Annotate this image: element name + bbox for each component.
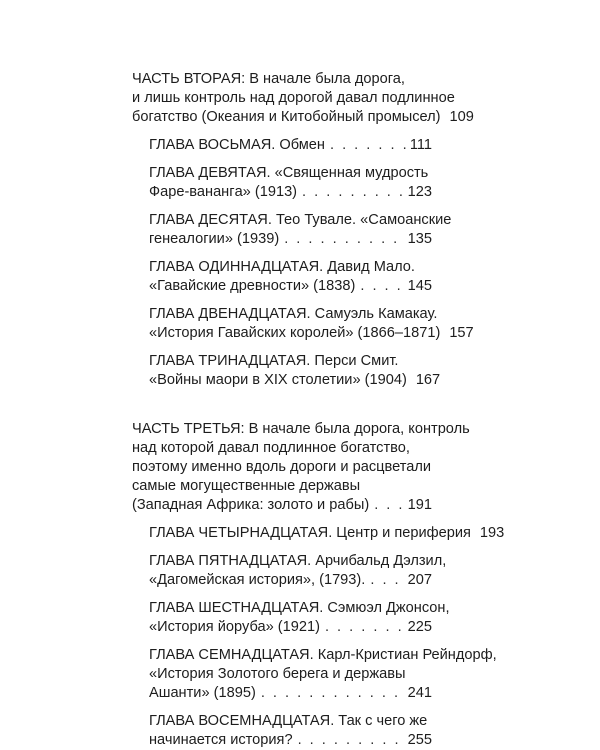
chapter-entry — [149, 258, 432, 296]
table-of-contents — [132, 70, 505, 750]
dot-leader — [370, 571, 403, 590]
chapter-entry — [149, 136, 432, 155]
chapter-entry — [149, 305, 474, 343]
dot-leader — [374, 496, 403, 515]
toc-entry-line: ЧАСТЬ ВТОРАЯ: В начале была дорога, — [132, 71, 405, 87]
toc-entry-line: ГЛАВА ТРИНАДЦАТАЯ. Перси Смит. — [149, 353, 399, 369]
toc-entry-title: генеалогии» (1939) — [149, 231, 280, 247]
toc-entry-last-line — [149, 371, 441, 390]
toc-entry-title: начинается история? — [149, 732, 293, 748]
toc-entry-last-line — [149, 324, 474, 343]
toc-entry-line: ГЛАВА ШЕСТНАДЦАТАЯ. Сэмюэл Джонсон, — [149, 600, 450, 616]
toc-entry-last-line — [149, 731, 432, 750]
toc-entry-title: Фаре-ванангa» (1913) — [149, 184, 298, 200]
toc-entry-last-line — [132, 496, 432, 515]
toc-entry-title: «История йоруба» (1921) — [149, 619, 320, 635]
toc-entry-line: ГЛАВА ОДИННАДЦАТАЯ. Давид Мало. — [149, 259, 415, 275]
chapter-entry — [149, 712, 432, 750]
dot-leader — [325, 618, 404, 637]
toc-entry-line: ГЛАВА ВОСЕМНАДЦАТАЯ. Так с чего же — [149, 713, 428, 729]
toc-entry-line: ГЛАВА СЕМНАДЦАТАЯ. Карл-Кристиан Рейндорф, — [149, 647, 497, 663]
dot-leader — [330, 136, 406, 155]
toc-entry-line: ГЛАВА ДЕСЯТАЯ. Тео Тувале. «Самоанские — [149, 212, 452, 228]
page-number: 191 — [407, 497, 432, 513]
toc-entry-line: ЧАСТЬ ТРЕТЬЯ: В начале была дорога, контроль — [132, 421, 470, 437]
toc-entry-line: ГЛАВА ПЯТНАДЦАТАЯ. Арчибальд Дэлзил, — [149, 553, 447, 569]
toc-entry-line: и лишь контроль над дорогой давал подлинное — [132, 90, 455, 106]
toc-entry-title: «Войны маори в XIX столетии» (1904) — [149, 372, 407, 388]
toc-entry-last-line — [149, 618, 432, 637]
page-number: 135 — [407, 231, 432, 247]
toc-entry-title: Ашанти» (1895) — [149, 685, 256, 701]
chapter-entry — [149, 524, 505, 543]
part-heading — [132, 70, 474, 127]
toc-entry-line: ГЛАВА ДЕВЯТАЯ. «Священная мудрость — [149, 165, 429, 181]
toc-entry-last-line — [149, 183, 432, 202]
dot-leader — [302, 183, 404, 202]
toc-entry-last-line — [132, 108, 474, 127]
toc-entry-line: над которой давал подлинное богатство, — [132, 440, 410, 456]
toc-entry-last-line — [149, 277, 432, 296]
page-number: 145 — [407, 278, 432, 294]
toc-entry-title: «История Гавайских королей» (1866–1871) — [149, 325, 441, 341]
toc-entry-line: поэтому именно вдоль дороги и расцветали — [132, 459, 432, 475]
chapter-entry — [149, 599, 450, 637]
page-number: 241 — [407, 685, 432, 701]
dot-leader — [284, 230, 403, 249]
toc-entry-last-line — [149, 136, 432, 155]
toc-entry-title: богатство (Океания и Китобойный промысел) — [132, 109, 441, 125]
part-heading — [132, 420, 470, 515]
toc-entry-line: самые могущественные державы — [132, 478, 361, 494]
page-number: 255 — [407, 732, 432, 748]
page-number: 225 — [407, 619, 432, 635]
dot-leader — [298, 731, 404, 750]
toc-part — [132, 70, 474, 390]
toc-entry-title: ГЛАВА ВОСЬМАЯ. Обмен — [149, 137, 325, 153]
dot-leader — [261, 684, 404, 703]
page-number: 193 — [479, 525, 505, 541]
chapter-entry — [149, 211, 452, 249]
toc-entry-last-line — [149, 524, 505, 543]
toc-entry-last-line — [149, 684, 432, 703]
chapter-entry — [149, 552, 447, 590]
page-number: 109 — [449, 109, 474, 125]
chapter-entry — [149, 646, 497, 703]
toc-entry-title: «Дагомейская история», (1793). — [149, 572, 366, 588]
toc-entry-last-line — [149, 571, 432, 590]
dot-leader — [360, 277, 403, 296]
page-number: 167 — [415, 372, 441, 388]
page-number: 157 — [449, 325, 474, 341]
page-number: 111 — [409, 137, 432, 153]
page-number: 207 — [407, 572, 432, 588]
chapter-entry — [149, 352, 441, 390]
page-number: 123 — [407, 184, 432, 200]
chapter-entry — [149, 164, 432, 202]
toc-entry-title: (Западная Африка: золото и рабы) — [132, 497, 370, 513]
toc-entry-line: ГЛАВА ДВЕНАДЦАТАЯ. Самуэль Камакау. — [149, 306, 438, 322]
toc-entry-title: «Гавайские древности» (1838) — [149, 278, 356, 294]
toc-entry-line: «История Золотого берега и державы — [149, 666, 406, 682]
toc-entry-last-line — [149, 230, 432, 249]
toc-entry-title: ГЛАВА ЧЕТЫРНАДЦАТАЯ. Центр и периферия — [149, 525, 471, 541]
toc-part — [132, 420, 505, 750]
